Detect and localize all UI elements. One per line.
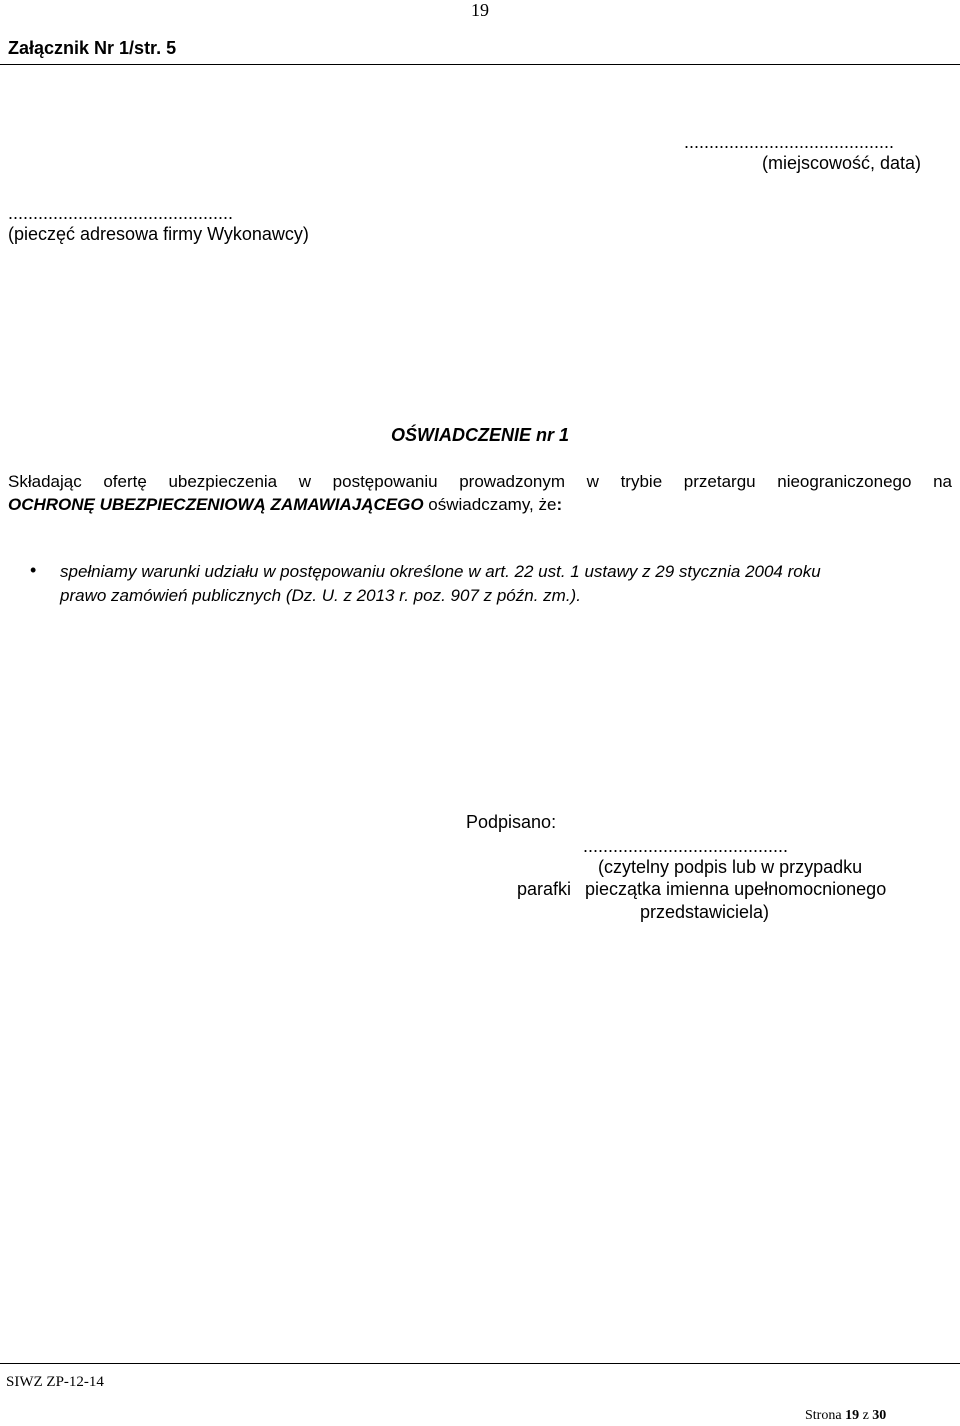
statement-intro-emphasis: OCHRONĘ UBEZPIECZENIOWĄ ZAMAWIAJĄCEGO	[8, 495, 424, 514]
statement-intro-line1: Składając ofertę ubezpieczenia w postępowaniu prowadzonym w trybie przetargu nieograniczonego na	[8, 472, 952, 491]
bullet-text-line2: prawo zamówień publicznych (Dz. U. z 2013 r. poz. 907 z późn. zm.).	[60, 586, 581, 605]
header-divider	[0, 64, 960, 65]
footer-page-prefix: Strona	[805, 1408, 846, 1423]
company-seal-label: (pieczęć adresowa firmy Wykonawcy)	[8, 224, 309, 244]
statement-intro-line2	[8, 495, 562, 515]
statement-title: OŚWIADCZENIE nr 1	[390, 425, 569, 445]
signature-caption-line1: (czytelny podpis lub w przypadku	[598, 857, 863, 877]
company-seal-dots: .............................................	[8, 203, 234, 223]
signature-caption-parafki: parafki	[517, 879, 572, 899]
place-date-dots: ..........................................	[684, 132, 895, 152]
bullet-icon: •	[30, 560, 37, 580]
statement-intro-rest: oświadczamy, że	[423, 495, 557, 514]
signature-caption-line2: pieczątka imienna upełnomocnionego	[585, 879, 887, 899]
footer-divider	[0, 1363, 960, 1364]
statement-intro-colon: :	[556, 495, 563, 514]
attachment-label: Załącznik Nr 1/str. 5	[8, 38, 177, 58]
footer-page-current: 19	[845, 1408, 860, 1423]
page-number: 19	[471, 0, 489, 20]
signature-dots: .........................................	[583, 836, 789, 856]
footer-page-mid: z	[859, 1408, 873, 1423]
footer-page-total: 30	[872, 1408, 887, 1423]
signed-label: Podpisano:	[466, 812, 557, 832]
place-date-label: (miejscowość, data)	[762, 153, 922, 173]
footer-page-counter	[805, 1408, 886, 1424]
bullet-text-line1: spełniamy warunki udziału w postępowaniu określone w art. 22 ust. 1 ustawy z 29 stycznia 2004 roku	[60, 562, 821, 581]
signature-caption-line3: przedstawiciela)	[640, 902, 770, 922]
document-code: SIWZ ZP-12-14	[6, 1374, 104, 1390]
